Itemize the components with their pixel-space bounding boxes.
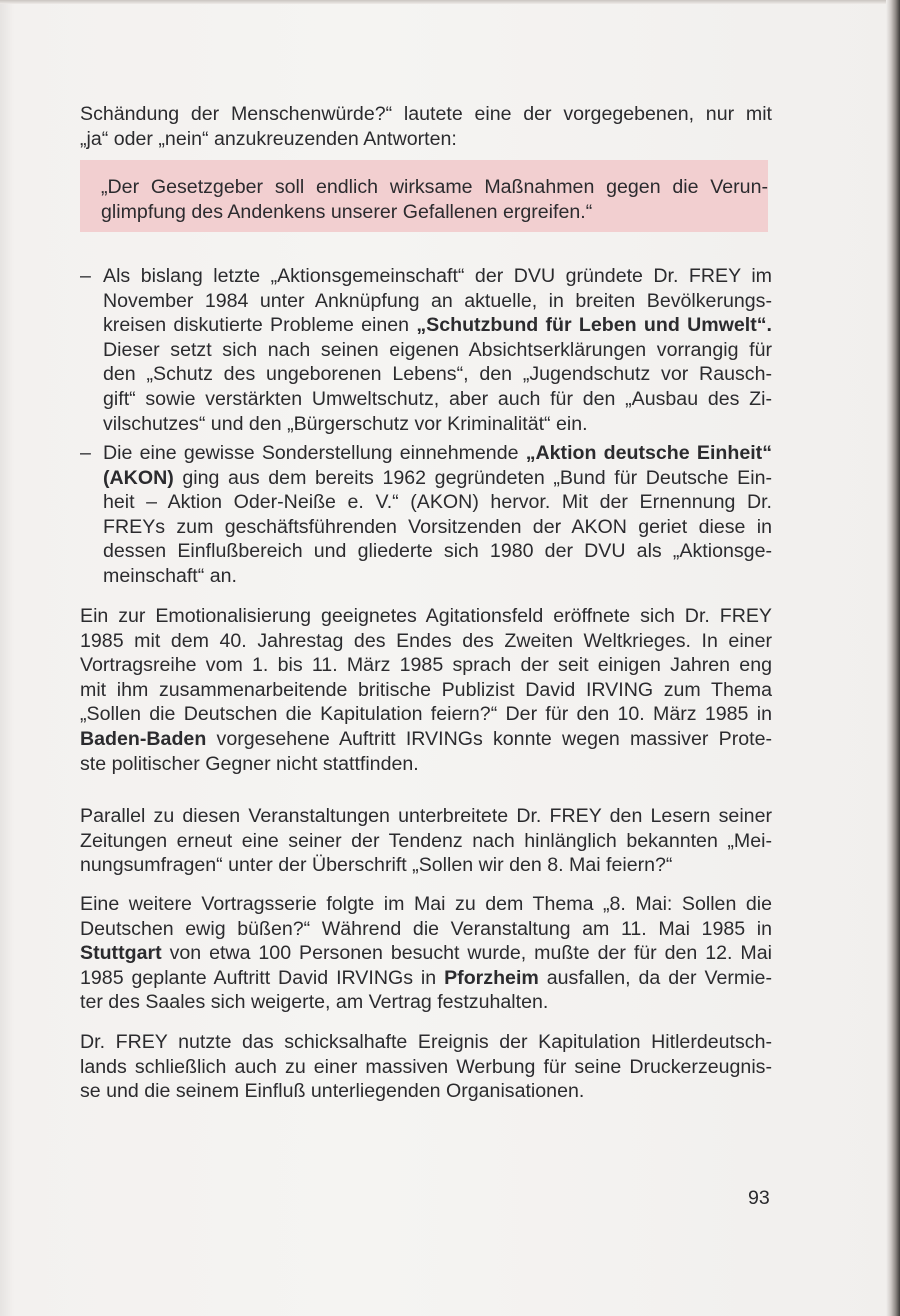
- text-run: ging aus dem bereits 1962 gegründeten „Bund für Deutsche Ein-: [173, 466, 772, 489]
- text-line: 1985 mit dem 40. Jahrestag des Endes des Zweiten Weltkrieges. In einer: [80, 629, 772, 652]
- text-run: Die eine gewisse Sonderstellung einnehmende: [103, 442, 526, 464]
- bold-term: Pforzheim: [444, 966, 539, 989]
- text-line: lands schließlich auch zu einer massiven Werbung für seine Druckerzeugnis-: [80, 1055, 772, 1078]
- text-run: 1985 geplante Auftritt David IRVINGs in: [80, 966, 445, 989]
- text-line: gift“ sowie verstärkten Umweltschutz, aber auch für den „Ausbau des Zi-: [103, 387, 772, 410]
- text-line: Deutschen ewig büßen?“ Während die Veranstaltung am 11. Mai 1985 in: [80, 917, 772, 940]
- highlighted-quote: [101, 175, 768, 224]
- text-line: nungsumfragen“ unter der Überschrift „Sollen wir den 8. Mai feiern?“: [80, 854, 673, 877]
- text-line: glimpfung des Andenkens unserer Gefallenen ergreifen.“: [101, 200, 593, 223]
- text-line: [103, 466, 772, 491]
- text-run: von etwa 100 Personen besucht wurde, mußte der für den 12. Mai: [161, 942, 772, 965]
- text-line: Vortragsreihe vom 1. bis 11. März 1985 sprach der seit einigen Jahren eng: [80, 654, 772, 677]
- text-line: „ja“ oder „nein“ anzukreuzenden Antworten:: [80, 127, 457, 150]
- bold-term: Stuttgart: [80, 942, 162, 965]
- text-line: Schändung der Menschenwürde?“ lautete eine der vorgegebenen, nur mit: [80, 103, 772, 125]
- text-line: „Der Gesetzgeber soll endlich wirksame Maßnahmen gegen die Verun-: [101, 176, 768, 198]
- bold-term: „Schutzbund für Leben und Umwelt“.: [416, 314, 772, 337]
- text-run: vorgesehene Auftritt IRVINGs konnte wegen massiver Prote-: [206, 727, 772, 750]
- text-line: dessen Einflußbereich und gliederte sich 1980 der DVU als „Aktionsge-: [103, 540, 772, 563]
- text-line: den „Schutz des ungeborenen Lebens“, den „Jugendschutz vor Rausch-: [103, 363, 772, 386]
- text-line: [103, 313, 772, 338]
- bullet-item-akon: [103, 441, 772, 589]
- paragraph-werbung: [80, 1030, 772, 1104]
- text-line: [80, 966, 772, 991]
- text-line: Ein zur Emotionalisierung geeignetes Agitationsfeld eröffnete sich Dr. FREY: [80, 605, 772, 627]
- text-line: FREYs zum geschäftsführenden Vorsitzenden der AKON geriet diese in: [103, 515, 772, 538]
- text-line: ste politischer Gegner nicht stattfinden.: [80, 752, 419, 775]
- text-run: kreisen diskutierte Probleme einen: [103, 314, 417, 337]
- bold-term: „Aktion deutsche Einheit“: [525, 442, 772, 464]
- book-spine-edge: [886, 0, 900, 1316]
- text-line: Parallel zu diesen Veranstaltungen unterbreitete Dr. FREY den Lesern seiner: [80, 805, 772, 827]
- text-line: Als bislang letzte „Aktionsgemeinschaft“ der DVU gründete Dr. FREY im: [103, 265, 772, 287]
- text-line: Eine weitere Vortragsserie folgte im Mai zu dem Thema „8. Mai: Sollen die: [80, 893, 772, 915]
- text-run: ausfallen, da der Vermie-: [538, 966, 772, 989]
- text-line: Zeitungen erneut eine seiner der Tendenz nach hinlänglich bekannten „Mei-: [80, 829, 772, 852]
- bold-term: Baden-Baden: [80, 727, 207, 750]
- text-line: November 1984 unter Anknüpfung an aktuelle, in breiten Bevölkerungs-: [103, 289, 772, 312]
- bullet-dash: –: [80, 265, 91, 287]
- paragraph-agitationsfeld: [80, 604, 772, 776]
- bullet-item-schutzbund: [103, 264, 772, 436]
- text-line: [103, 441, 772, 466]
- text-line: mit ihm zusammenarbeitende britische Publizist David IRVING zum Thema: [80, 678, 772, 701]
- page-top-edge: [0, 0, 900, 4]
- paragraph-vortragsserie: [80, 892, 772, 1015]
- text-line: [80, 941, 772, 966]
- text-line: ter des Saales sich weigerte, am Vertrag festzuhalten.: [80, 991, 549, 1014]
- text-line: heit – Aktion Oder-Neiße e. V.“ (AKON) hervor. Mit der Ernennung Dr.: [103, 491, 772, 514]
- text-line: „Sollen die Deutschen die Kapitulation feiern?“ Der für den 10. März 1985 in: [80, 703, 772, 726]
- bullet-dash: –: [80, 442, 91, 464]
- text-line: meinschaft“ an.: [103, 564, 237, 587]
- text-line: [80, 727, 772, 752]
- paragraph-meinungsumfragen: [80, 804, 772, 878]
- page-number: 93: [748, 1187, 770, 1209]
- text-line: Dr. FREY nutzte das schicksalhafte Ereignis der Kapitulation Hitlerdeutsch-: [80, 1031, 772, 1053]
- text-line: vilschutzes“ und den „Bürgerschutz vor Kriminalität“ ein.: [103, 412, 588, 435]
- bold-term: (AKON): [103, 466, 174, 489]
- intro-paragraph: [80, 102, 772, 151]
- text-line: Dieser setzt sich nach seinen eigenen Absichtserklärungen vorrangig für: [103, 338, 772, 361]
- text-line: se und die seinem Einfluß unterliegenden Organisationen.: [80, 1080, 585, 1103]
